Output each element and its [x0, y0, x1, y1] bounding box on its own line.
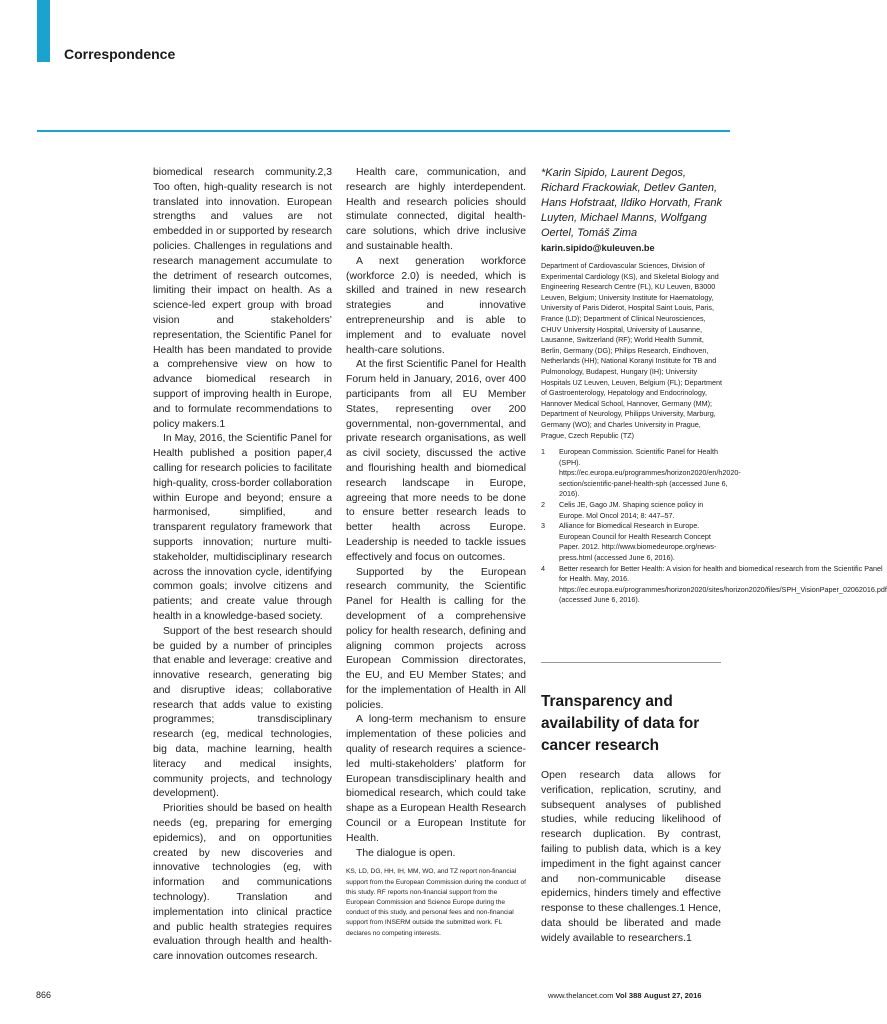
competing-interests: KS, LD, DG, HH, IH, MM, WO, and TZ report non-financial support from the European Commission during the conduct of this study. RF reports non-financial support from the European Commission and Science Europe during the conduct of this study, and personal fees and non-financial support from INSERM outside the submitted work. FL declares no competing interests. [346, 868, 526, 937]
reference-text: Celis JE, Gago JM. Shaping science policy in Europe. Mol Oncol 2014; 8: 447–57. [559, 500, 704, 520]
reference-number: 1 [541, 447, 545, 457]
journal-date: August 27, 2016 [643, 991, 702, 1000]
paragraph: At the first Scientific Panel for Health Forum held in January, 2016, over 400 participants from all EU Member States, representing over 200 governmental, non-governmental, and private research organisations, as well as civil society, discussed the active and flourishing health and biomedical research landscape in Europe, agreeing that more needs to be done to ensure better research leads to better health across Europe. Leadership is needed to tackle issues effectively and focus on outcomes. [346, 359, 526, 563]
journal-footer [548, 991, 702, 1000]
reference-text: Alliance for Biomedical Research in Europe. European Council for Health Research Concept Paper. 2012. http://www.biomedeurope.org/news-press.html (accessed June 6, 2016). [559, 521, 717, 563]
column-3 [541, 166, 887, 606]
reference-item [541, 500, 723, 521]
paragraph: Health care, communication, and research are highly interdependent. Health and research policies should stimulate connected, digital health-care solutions, which drive inclusive and sustainable health. [346, 167, 526, 252]
paragraph: In May, 2016, the Scientific Panel for Health published a position paper,4 calling for research policies to facilitate high-quality, cross-border collaboration within Europe and beyond; ensure a harmonised, simplified, and transparent regulatory framework that supports innovation; nurture multi-stakeholder, multidisciplinary research across the innovation cycle, identifying common goals; involve citizens and patients; and create value through health in a knowledge-based society. [153, 433, 332, 622]
reference-text: Better research for Better Health: A vision for health and biomedical research from the Scientific Panel for Health. May, 2016. https://ec.europa.eu/programmes/horizon2020/sites/horizon2020/files/SPH_VisionPaper_02062016.pdf (accessed June 6, 2016). [559, 563, 887, 605]
paragraph: Open research data allows for verification, replication, scrutiny, and subsequent analyses of published studies, while reducing likelihood of research duplication. By contrast, failing to publish data, which is a key impediment in the fight against cancer and non-communicable disease epidemics, hinders timely and effective response to these challenges.1 Hence, data should be liberated and made widely available to researchers.1 [541, 770, 721, 944]
article-separator [541, 662, 721, 663]
column-1 [153, 166, 332, 965]
reference-text: European Commission. Scientific Panel for Health (SPH). https://ec.europa.eu/programmes/horizon2020/en/h2020-section/scientific-panel-health-sph (accessed June 6, 2016). [559, 447, 741, 499]
reference-number: 3 [541, 521, 545, 531]
journal-site[interactable]: www.thelancet.com [548, 991, 614, 1000]
reference-item [541, 521, 723, 563]
paragraph: Supported by the European research community, the Scientific Panel for Health is calling for the development of a comprehensive policy for health research, defining and aligning common projects across European Commission directorates, the EU, and EU Member States; and for the implementation of Health in All policies. [346, 566, 526, 711]
reference-item [541, 563, 887, 606]
affiliations: Department of Cardiovascular Sciences, Division of Experimental Cardiology (KS), and Skeletal Biology and Engineering Research Centre (FL), KU Leuven, B3000 Leuven, Belgium; University Institute for Haematology, University of Paris Diderot, Hospital Saint Louis, Paris, France (LD); Department of Clinical Neurosciences, CHUV University Hospital, University of Lausanne, Lausanne, Switzerland (RF); World Health Summit, Berlin, Germany (DG); Philips Research, Eindhoven, Netherlands (HH); National Koranyi Institute for TB and Pulmonology, Budapest, Hungary (IH); University Hospitals UZ Leuven, Leuven, Belgium (FL); Department of Gastroenterology, Hepatology and Endocrinology, Hannover Medical School, Hannover, Germany (MM); Department of Neurology, Philipps University, Marburg, Germany (WO); and Charles University in Prague, Prague, Czech Republic (TZ) [541, 261, 722, 440]
section-heading: Correspondence [64, 46, 176, 62]
paragraph: A long-term mechanism to ensure implementation of these policies and quality of research requires a science-led multi-stakeholders’ platform for European transdisciplinary health and biomedical research, which could take shape as a European Health Research Council or a European Institute for Health. [346, 714, 526, 844]
page-number: 866 [36, 990, 52, 1000]
reference-number: 2 [541, 500, 545, 510]
paragraph: The dialogue is open. [356, 847, 456, 859]
reference-item [541, 447, 741, 500]
paragraph: biomedical research community.2,3 Too often, high-quality research is not translated into innovation. European strengths and values are not embedded in or supported by research policies. Challenges in regulations and research management accumulate to the detriment of research outcomes, limiting their impact on health. As a science-led expert group with broad vision and stakeholders’ representation, the Scientific Panel for Health has been mandated to provide a comprehensive view on how to advance biomedical research in support of improving health in Europe, and to formulate recommendations to policy makers.1 [153, 167, 332, 430]
paragraph: A next generation workforce (workforce 2.0) is needed, which is skilled and trained in new research strategies and innovative entrepreneurship and is able to implement and to evaluate novel health-care solutions. [346, 255, 526, 356]
column-2 [346, 166, 526, 939]
article-title: Transparency and availability of data for cancer research [541, 693, 700, 754]
reference-number: 4 [541, 563, 545, 573]
paragraph: Priorities should be based on health needs (eg, preparing for emerging epidemics), and on opportunities created by new discoveries and innovative technologies (eg, with information and communications technology). Translation and implementation into clinical practice and public health strategies requires evaluation through health and health-care innovation outcomes research. [153, 803, 332, 963]
corresponding-email[interactable]: karin.sipido@kuleuven.be [541, 243, 655, 253]
accent-bar [37, 0, 50, 62]
article-body [541, 769, 721, 947]
reference-list [541, 447, 887, 606]
author-list: *Karin Sipido, Laurent Degos, Richard Frackowiak, Detlev Ganten, Hans Hofstraat, Ildiko Horvath, Frank Luyten, Michael Manns, Wolfgang Oertel, Tomáš Zima [541, 167, 722, 239]
paragraph: Support of the best research should be guided by a number of principles that enable and leverage: creative and innovative research, generating big and disruptive ideas; collaborative research that adds value to existing programmes; transdisciplinary research (eg, medical technologies, big data, machine learning, health literacy and medical insights, community projects, and technology development). [153, 625, 332, 800]
journal-volume: Vol 388 [615, 991, 642, 1000]
header-rule [37, 130, 730, 132]
